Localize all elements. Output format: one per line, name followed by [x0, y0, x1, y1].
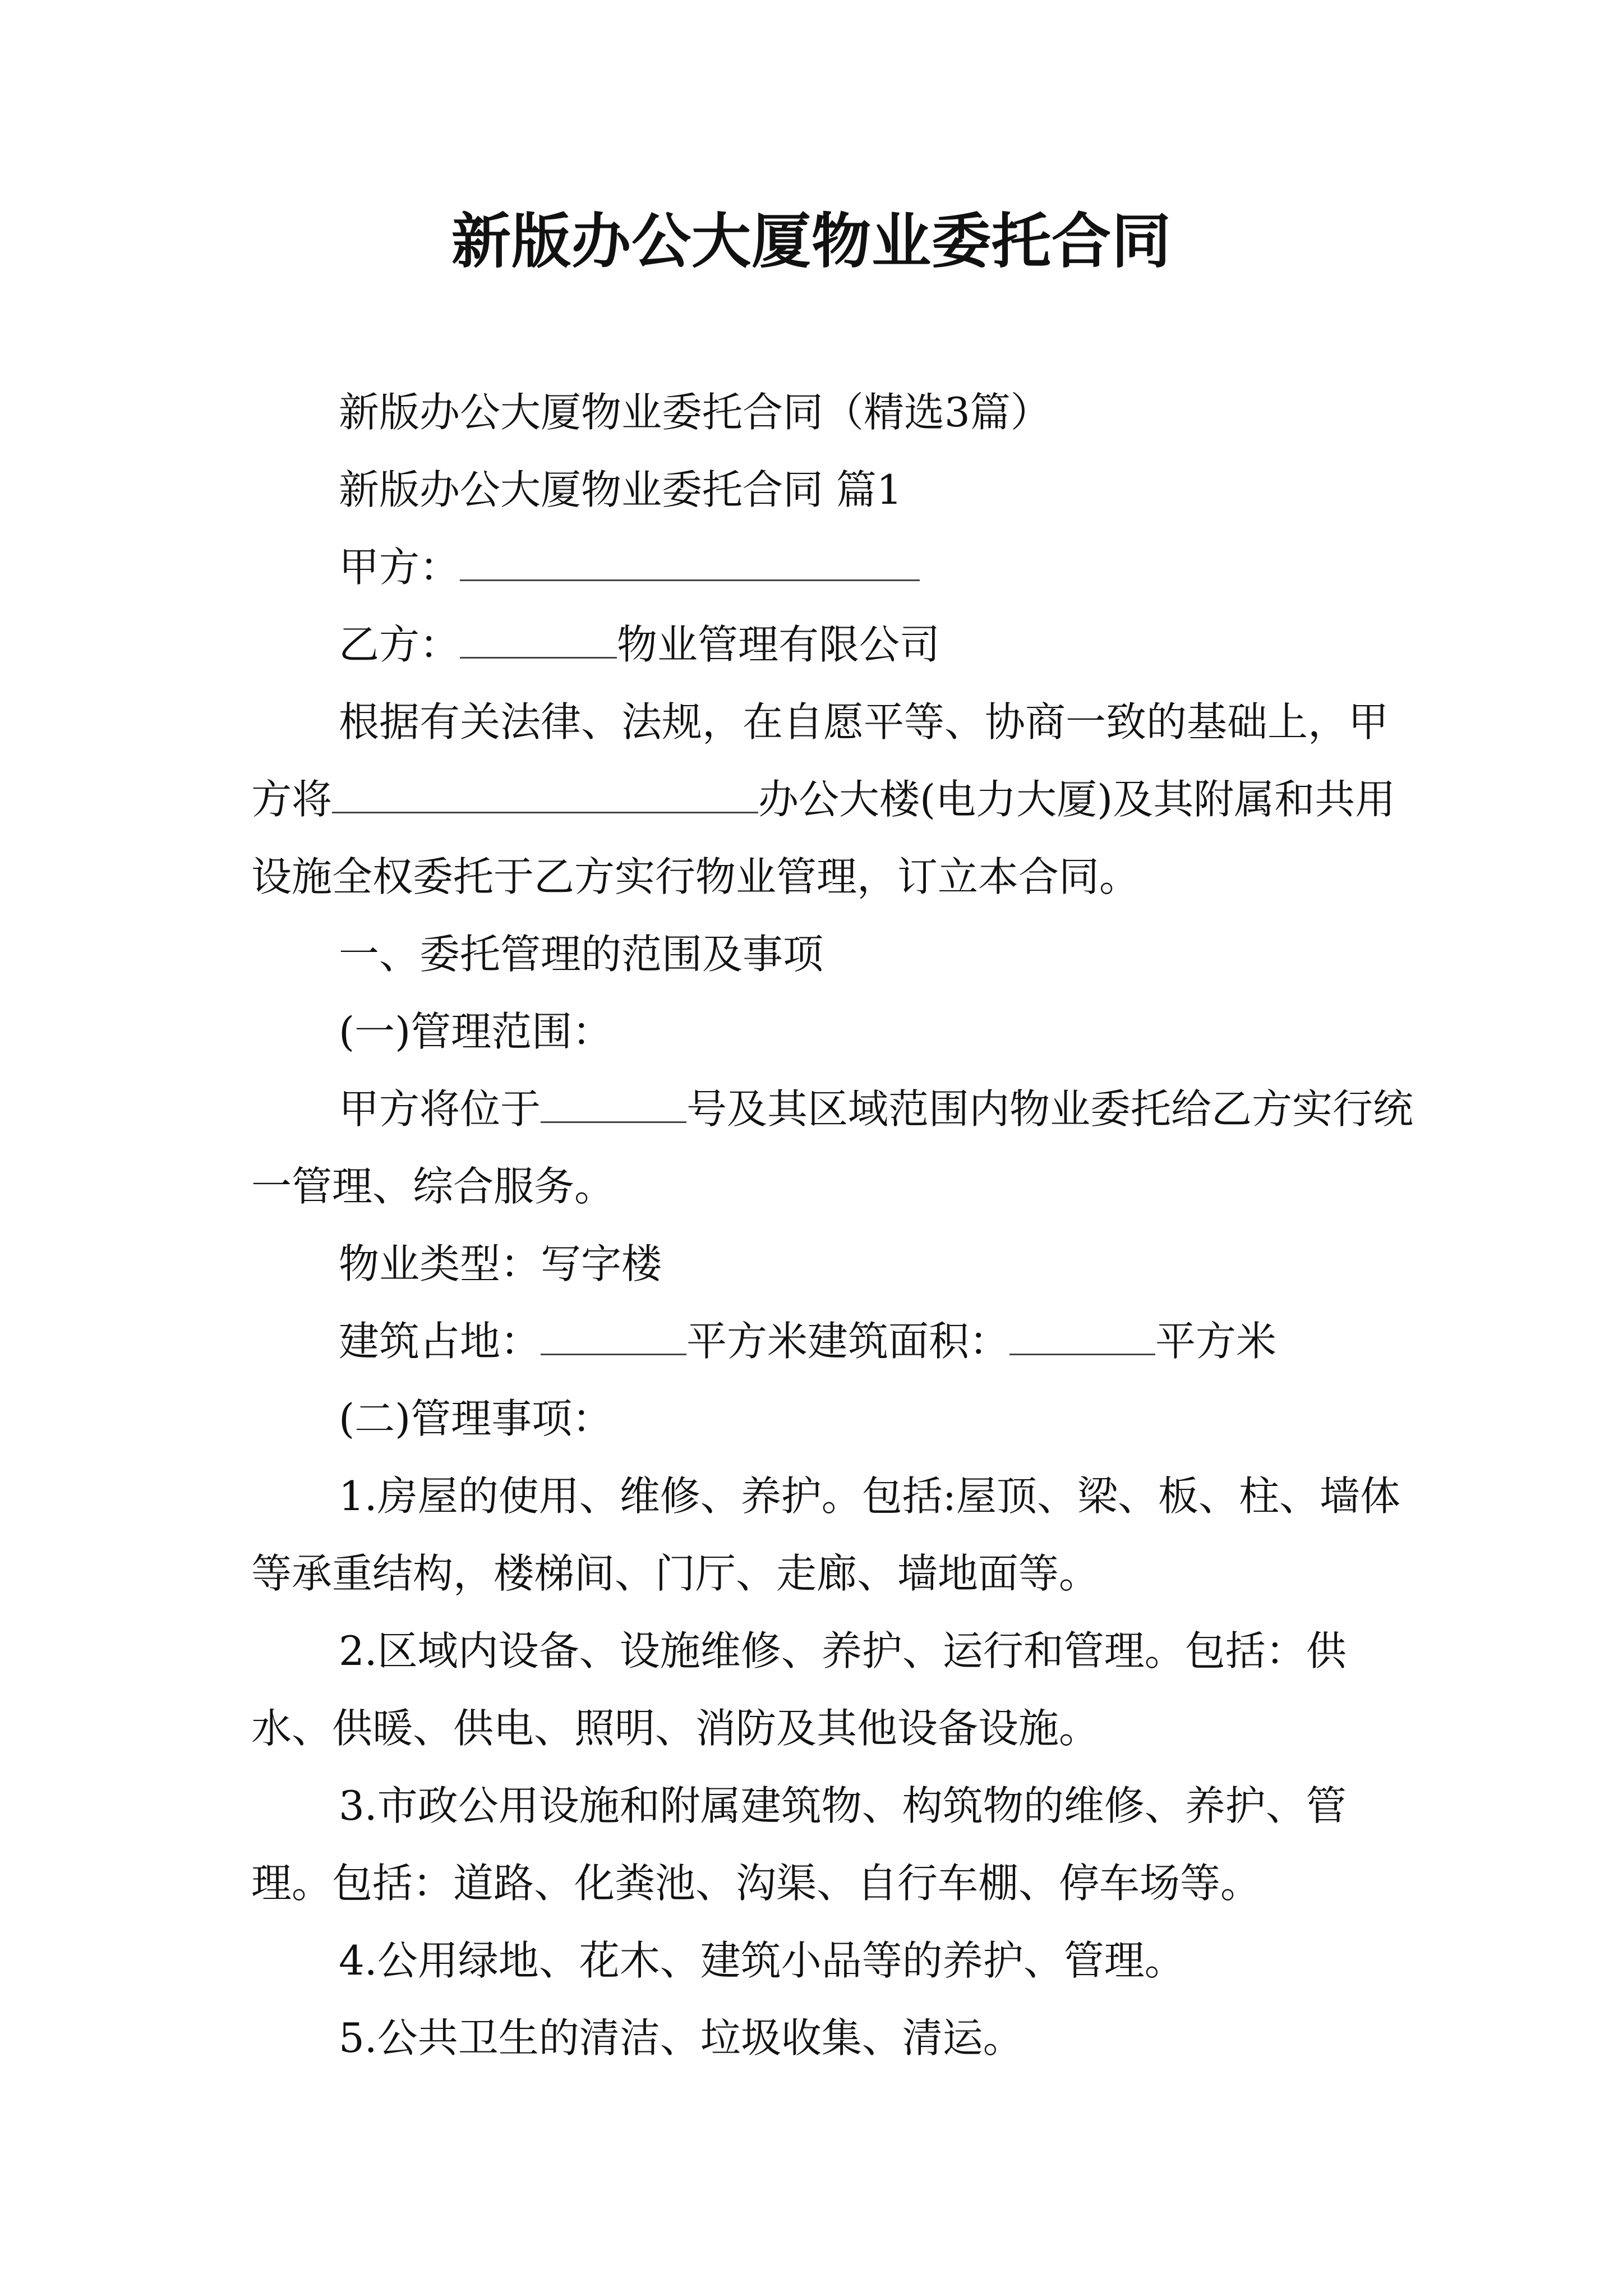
party-b-suffix: 物业管理有限公司: [617, 621, 940, 668]
heading-1: 一、委托管理的范围及事项: [339, 931, 824, 978]
section-heading: 新版办公大厦物业委托合同 篇1: [339, 466, 902, 513]
property-type: 物业类型：写字楼: [339, 1240, 662, 1287]
party-a-blank: [460, 545, 920, 581]
party-b-blank: [460, 622, 617, 659]
list-item-1: 1.房屋的使用、维修、养护。包括:屋顶、梁、板、柱、墙体等承重结构，楼梯间、门厅、走廊、墙地面等。: [251, 1473, 1400, 1597]
party-b-label: 乙方：: [339, 621, 460, 668]
list-item-2: 2.区域内设备、设施维修、养护、运行和管理。包括：供水、供暖、供电、照明、消防及其他设备设施。: [251, 1627, 1347, 1752]
land-area-blank: [541, 1319, 686, 1355]
floor-area-blank: [1009, 1319, 1155, 1355]
intro-text-2: 办公大楼(电力大厦)及其附属和共用设施全权委托于乙方实行物业管理，订立本合同。: [251, 776, 1396, 900]
intro-paragraph: [251, 683, 1423, 915]
subtitle: 新版办公大厦物业委托合同（精选3篇）: [339, 389, 1051, 436]
list-item-3: 3.市政公用设施和附属建筑物、构筑物的维修、养护、管理。包括：道路、化粪池、沟渠、自行车棚、停车场等。: [251, 1782, 1347, 1907]
scope-blank: [541, 1087, 686, 1123]
party-a-label: 甲方：: [339, 544, 460, 591]
building-area-line: [251, 1303, 1423, 1380]
scope-paragraph: [251, 1070, 1423, 1225]
party-b-line: [251, 606, 1423, 683]
scope-text-2: 号及其区域范围内物业委托给乙方实行统一管理、综合服务。: [251, 1085, 1414, 1210]
document-title: 新版办公大厦物业委托合同: [451, 206, 1172, 276]
intro-blank: [332, 777, 758, 813]
sub-heading-1: (一)管理范围：: [339, 1008, 613, 1055]
list-item-4: 4.公用绿地、花木、建筑小品等的养护、管理。: [339, 1937, 1185, 1984]
building-text-2: 平方米建筑面积：: [686, 1318, 1010, 1365]
scope-text-1: 甲方将位于: [339, 1085, 541, 1133]
building-text-1: 建筑占地：: [339, 1318, 541, 1365]
sub-heading-2: (二)管理事项：: [339, 1395, 613, 1442]
list-item-5: 5.公共卫生的清洁、垃圾收集、清运。: [339, 2014, 1023, 2062]
party-a-line: [251, 528, 1423, 606]
document-body: [251, 374, 1423, 2077]
building-text-3: 平方米: [1155, 1318, 1277, 1365]
intro-text-1: 根据有关法律、法规，在自愿平等、协商一致的基础上，甲方将: [251, 698, 1389, 823]
